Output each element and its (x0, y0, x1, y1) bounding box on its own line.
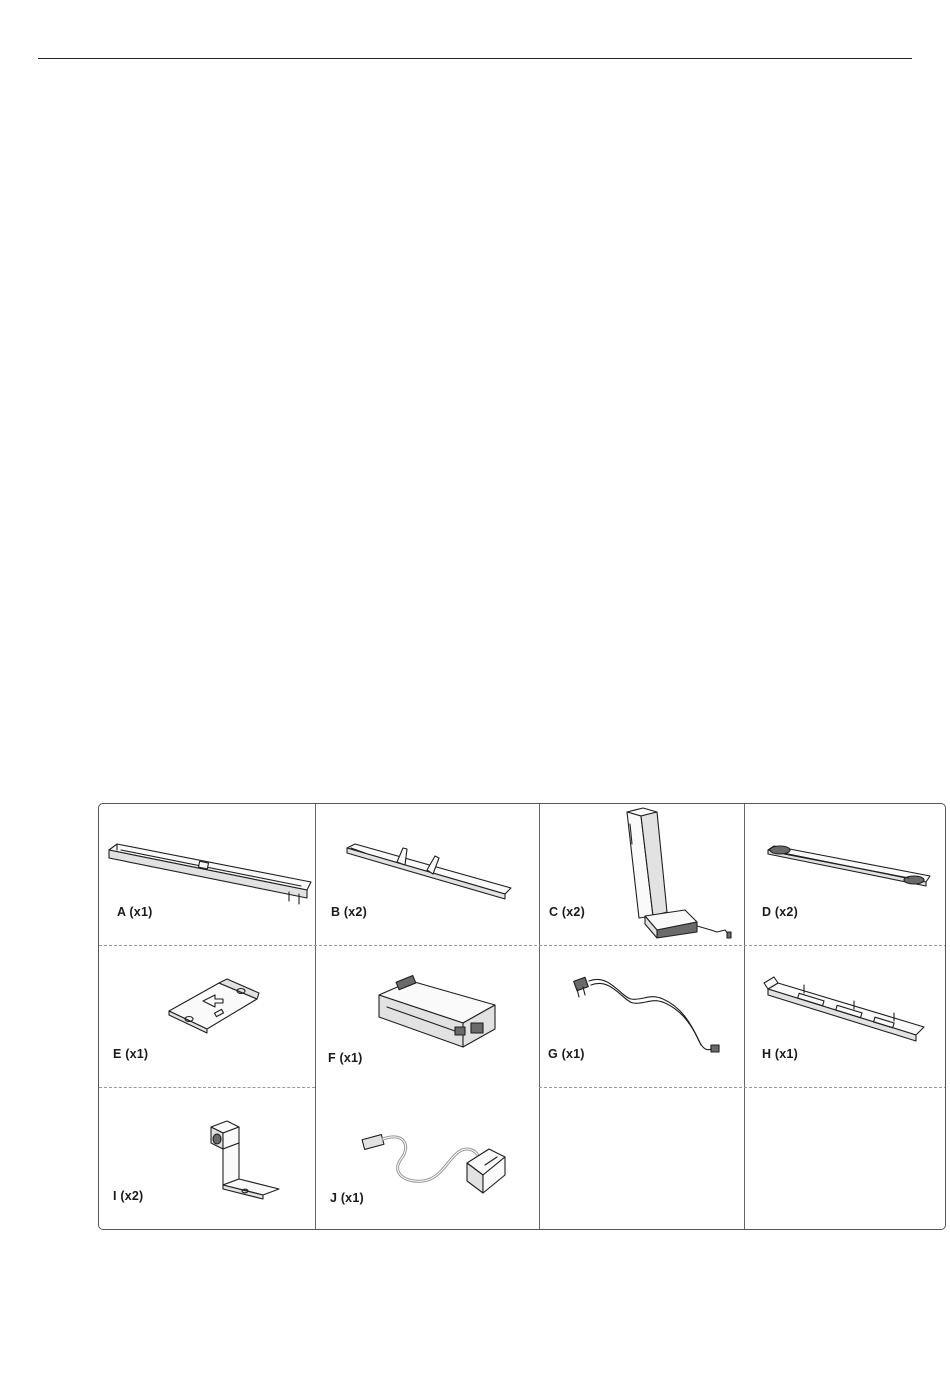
part-label-d: D (x2) (762, 905, 798, 919)
part-cell-c (539, 804, 744, 945)
part-cell-d (744, 804, 946, 945)
mounting-plate-icon (99, 945, 315, 1087)
part-label-h: H (x1) (762, 1047, 798, 1061)
l-bracket-icon (99, 1087, 315, 1229)
part-label-e: E (x1) (113, 1047, 149, 1061)
header-rule (38, 58, 912, 59)
empty-cell (539, 1087, 744, 1229)
part-label-b: B (x2) (331, 905, 367, 919)
part-cell-f (315, 945, 539, 1087)
part-cell-g (539, 945, 744, 1087)
handset-controller-cable-icon (315, 1087, 539, 1229)
foot-bracket-rail-icon (315, 804, 539, 945)
part-label-g: G (x1) (548, 1047, 585, 1061)
side-support-beam-icon (744, 804, 946, 945)
part-cell-a (99, 804, 315, 945)
part-label-j: J (x1) (330, 1191, 364, 1205)
cable-tray-icon (744, 945, 946, 1087)
long-frame-beam-icon (99, 804, 315, 945)
part-label-a: A (x1) (117, 905, 153, 919)
part-label-c: C (x2) (549, 905, 585, 919)
part-cell-e (99, 945, 315, 1087)
empty-cell (744, 1087, 946, 1229)
part-cell-j (315, 1087, 539, 1229)
part-label-i: I (x2) (113, 1189, 144, 1203)
part-cell-i (99, 1087, 315, 1229)
lifting-column-leg-icon (539, 804, 744, 945)
part-cell-b (315, 804, 539, 945)
part-label-f: F (x1) (328, 1051, 363, 1065)
power-cable-icon (539, 945, 744, 1087)
parts-list-grid (98, 803, 946, 1230)
part-cell-h (744, 945, 946, 1087)
control-box-icon (315, 945, 539, 1087)
